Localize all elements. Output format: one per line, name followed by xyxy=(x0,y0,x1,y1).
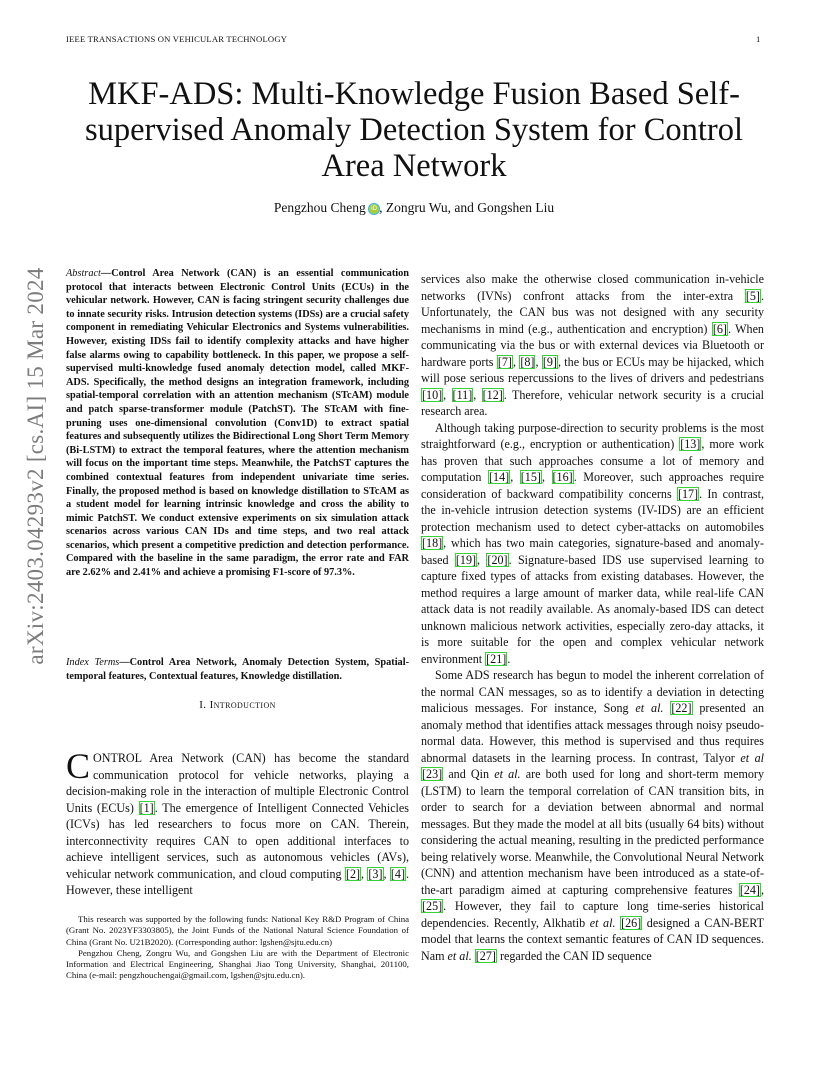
citation-link[interactable]: [19] xyxy=(455,552,477,567)
citation-link[interactable]: [8] xyxy=(520,354,535,369)
separator: , xyxy=(760,882,764,897)
arxiv-id-text[interactable]: arXiv:2403.04293v2 [cs.AI] 15 Mar 2024 xyxy=(23,267,48,665)
text: . In contrast, the in-vehicle intrusion detection systems (IV-IDS) are an efficient protection mechanism used to detect cyber-attacks on automobiles xyxy=(421,486,764,534)
funding-footnote: This research was supported by the following funds: National Key R&D Program of China (Grant No. 2023YF3303805), the Joint Funds of the National Natural Science Foundation of China (Grant No. U21B2020). (Corresponding author: lgshen@sjtu.edu.cn) xyxy=(66,914,409,947)
section-heading xyxy=(66,699,409,711)
paper-title: MKF-ADS: Multi-Knowledge Fusion Based Self-supervised Anomaly Detection System for Control Area Network xyxy=(84,76,744,184)
separator: , xyxy=(383,866,390,881)
intro-text: ONTROL Area Network (CAN) has become the standard communication protocol for vehicle networks, playing a decision-making role in the interaction of multiple Electronic Control Units (ECUs) xyxy=(66,751,409,815)
et-al: et al. xyxy=(447,948,472,963)
separator: , xyxy=(510,470,520,484)
intro-paragraph xyxy=(66,746,410,899)
section-title: Introduction xyxy=(209,699,276,711)
text: Although taking purpose-direction to security problems is the most straightforward (e.g., encryption or authentication) xyxy=(421,420,764,451)
citation-link[interactable]: [3] xyxy=(368,866,383,881)
text: . Moreover, such approaches require consideration of backward compatibility concerns xyxy=(421,470,765,501)
index-terms-label: Index Terms xyxy=(66,657,120,668)
drop-cap: C xyxy=(66,746,91,786)
separator: , xyxy=(473,387,482,402)
text: and Qin xyxy=(443,767,495,781)
text: services also make the otherwise closed communication in-vehicle networks (IVNs) confront attacks from the inter-extra xyxy=(421,272,764,303)
index-terms-text: —Control Area Network, Anomaly Detection System, Spatial-temporal features, Contextual features, Knowledge distillation. xyxy=(66,657,409,682)
et-al: et al xyxy=(740,750,764,765)
citation-link[interactable]: [16] xyxy=(552,470,573,484)
citation-link[interactable]: [10] xyxy=(422,387,443,402)
text: , which has two main categories, signature-based and anomaly-based xyxy=(421,536,764,567)
citation-link[interactable]: [25] xyxy=(422,899,443,913)
et-al: et al. xyxy=(589,915,616,930)
citation-link[interactable]: [12] xyxy=(482,387,503,402)
text: , the bus or ECUs may be hijacked, which will pose serious repercussions to the lives of drivers and pedestrians xyxy=(421,354,765,385)
citation-link[interactable]: [13] xyxy=(680,437,701,451)
paragraph xyxy=(421,271,764,420)
text: . Therefore, vehicular network security is a crucial research area. xyxy=(421,387,765,418)
paragraph xyxy=(421,420,764,668)
citation-link[interactable]: [9] xyxy=(542,354,557,369)
text: . However, they fail to capture long time-series historical dependencies. Recently, Alkhatib xyxy=(421,899,764,930)
affiliation-footnote: Pengzhou Cheng, Zongru Wu, and Gongshen Liu are with the Department of Electronic Information and Electrical Engineering, Shanghai Jiao Tong University, Shanghai, 201100, China (e-mail: pengzhouchengai@gmail.com, lgshen@sjtu.edu.cn). xyxy=(66,947,409,981)
footnotes xyxy=(66,914,409,982)
citation-link[interactable]: [5] xyxy=(745,288,760,303)
index-terms xyxy=(66,656,409,683)
text: are both used for long and short-term memory (LSTM) to learn the temporal correlation of CAN transition bits, in order to search for a deviation between abnormal and normal messages. But they made the model at all bits (usually 64 bits) without considering the actual meaning, resulting in the predicted performance being relatively worse. Meanwhile, the Convolutional Neural Network (CNN) and attention mechanism have been introduced as a state-of-the-art paradigm aimed at capturing comprehensive features xyxy=(421,767,764,897)
author-rest: , Zongru Wu, and Gongshen Liu xyxy=(379,200,555,215)
citation-link[interactable]: [15] xyxy=(520,470,541,484)
orcid-icon[interactable]: iD xyxy=(369,204,379,214)
citation-link[interactable]: [7] xyxy=(497,354,512,369)
author-first: Pengzhou Cheng xyxy=(273,200,370,215)
citation-link[interactable]: [27] xyxy=(475,948,496,963)
paragraph xyxy=(421,667,764,964)
running-head: IEEE TRANSACTIONS ON VEHICULAR TECHNOLOGY xyxy=(66,34,288,44)
et-al: et al. xyxy=(635,701,664,715)
citation-link[interactable]: [18] xyxy=(422,536,443,550)
citation-link[interactable]: [20] xyxy=(487,552,508,567)
et-al: et al. xyxy=(494,767,521,781)
citation-link[interactable]: [22] xyxy=(671,701,692,715)
text: Some ADS research has begun to model the inherent correlation of the normal CAN messages, so as to identify a deviation in detecting malicious messages. For instance, Song xyxy=(421,668,764,715)
page-number: 1 xyxy=(756,34,761,44)
text: . Signature-based IDS use supervised learning to capture fixed types of attacks from existing databases. However, the method requires a large amount of marker data, while real-life CAN attack data is not readily available. As anomaly-based IDS can detect unknown malicious network activities, especially zero-day attacks, it is more suitable for the open and complex vehicular network environment xyxy=(421,552,764,666)
citation-link[interactable]: [2] xyxy=(345,866,361,881)
abstract-label: Abstract xyxy=(66,268,101,279)
right-column xyxy=(421,271,764,964)
citation-link[interactable]: [11] xyxy=(452,387,473,402)
citation-link[interactable]: [14] xyxy=(489,470,510,484)
intro-text: . The emergence of Intelligent Connected Vehicles (ICVs) has led researchers to focus more on CAN. Therein, interconnectivity requires CAN to open additional interfaces to achieve intelligent services, such as autonomous vehicles (AVs), vehicular network communication, and cloud computing xyxy=(66,800,409,881)
citation-link[interactable]: [1] xyxy=(139,800,154,815)
abstract-text: —Control Area Network (CAN) is an essential communication protocol that interacts between Electronic Control Units (ECUs) in the vehicular network. However, CAN is facing stringent security challenges due to innate security risks. Intrusion detection systems (IDSs) are a crucial safety component in remediating Vehicular Electronics and Systems vulnerabilities. However, existing IDSs fail to identify complexity attacks and have higher false alarms owing to capability bottleneck. In this paper, we propose a self-supervised multi-knowledge fused anomaly detection model, called MKF-ADS. Specifically, the method designs an integration framework, including spatial-temporal correlation with an attention mechanism (STcAM) module and patch sparse-transformer module (PatchST). The STcAM with fine-pruning uses one-dimensional convolution (Conv1D) to extract spatial features and subsequently utilizes the Bidirectional Long Short Term Memory (Bi-LSTM) to extract the temporal features, where the attention mechanism will focus on the important time steps. Meanwhile, the PatchST captures the combined contextual features from independent univariate time series. Finally, the proposed method is based on knowledge distillation to STcAM as a student model for learning intrinsic knowledge and cross the ability to mimic PatchST. We conduct extensive experiments on six simulation attack scenarios across various CAN IDs and time steps, and two real attack scenarios, which present a competitive prediction and detection performance. Compared with the baseline in the same paradigm, the error rate and FAR are 2.62% and 2.41% and achieve a promising F1-score of 97.3%. xyxy=(66,268,409,579)
intro-text: . However, these intelligent xyxy=(66,866,410,897)
separator: , xyxy=(535,354,542,369)
separator: , xyxy=(512,354,520,369)
text: presented an anomaly method that identifies attack messages through noisy pseudo-normal data. However, this method is supervised and thus requires abnormal datasets in the learning process. In contrast, Talyor xyxy=(421,701,765,765)
text: . Unfortunately, the CAN bus was not designed with any security mechanisms in mind (e.g., authentication and encryption) xyxy=(421,288,764,336)
citation-link[interactable]: [17] xyxy=(677,486,699,501)
citation-link[interactable]: [21] xyxy=(486,651,507,666)
section-number: I. xyxy=(199,699,207,711)
abstract xyxy=(66,267,409,580)
text: designed a CAN-BERT model that learns the context semantic features of CAN ID sequences. Nam xyxy=(421,915,765,963)
text: . xyxy=(507,651,511,666)
separator: , xyxy=(361,866,368,881)
citation-link[interactable]: [24] xyxy=(739,882,760,897)
text: regarded the CAN ID sequence xyxy=(496,948,652,963)
author-list xyxy=(80,200,748,216)
citation-link[interactable]: [26] xyxy=(621,915,642,930)
separator: , xyxy=(541,470,552,484)
text: . When communicating via the bus or with external devices via Bluetooth or hardware ports xyxy=(421,321,764,369)
citation-link[interactable]: [4] xyxy=(390,866,405,881)
text: , more work has proven that such approaches consume a lot of memory and computation xyxy=(421,437,764,484)
citation-link[interactable]: [23] xyxy=(422,767,443,781)
separator: , xyxy=(443,387,452,402)
separator: , xyxy=(477,552,487,567)
citation-link[interactable]: [6] xyxy=(712,321,727,336)
